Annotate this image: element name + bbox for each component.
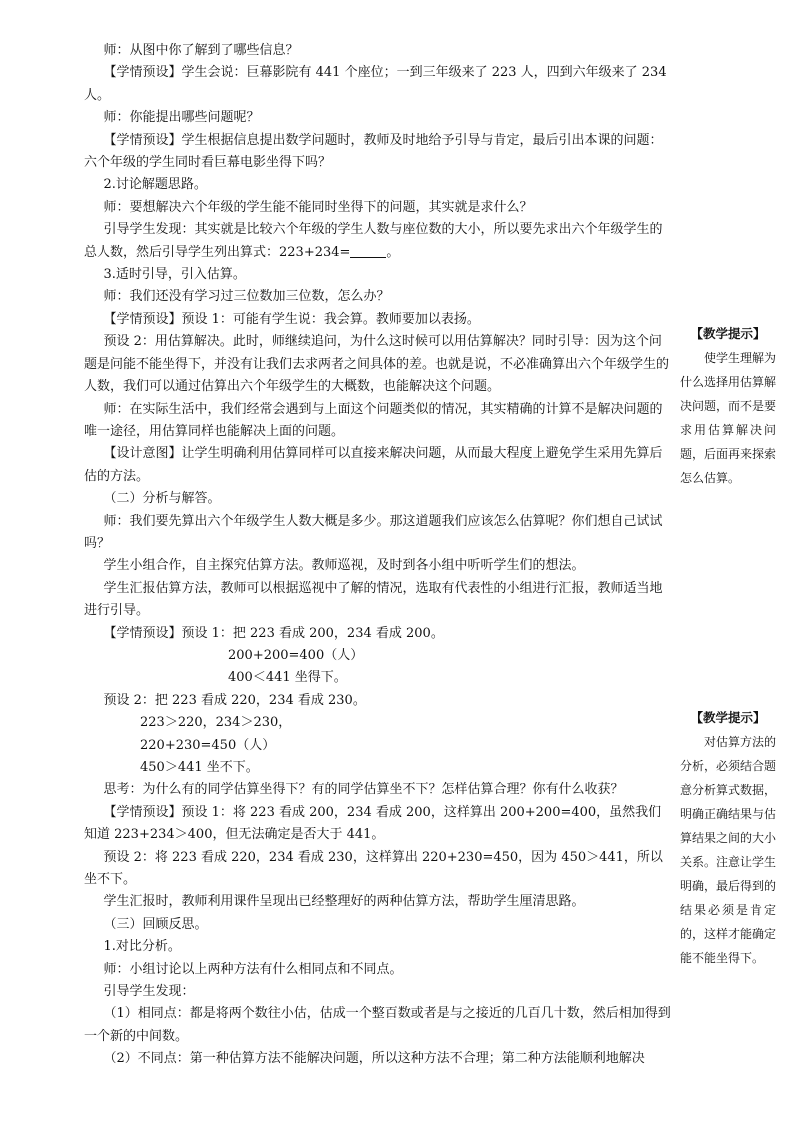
paragraph: 师：要想解决六个年级的学生能不能同时坐得下的问题，其实就是求什么？	[103, 199, 533, 215]
paragraph: （1）相同点：都是将两个数往小估，估成一个整百数或者是与之接近的几百几十数，然后相加得到一个新的中间数。	[84, 1006, 671, 1044]
section-heading: （三）回顾反思。	[103, 916, 208, 932]
equation: 220+230=450（人）	[140, 737, 276, 753]
paragraph: 2.讨论解题思路。	[103, 177, 207, 193]
paragraph: 1.对比分析。	[103, 939, 181, 955]
paragraph: 引导学生发现：	[103, 984, 195, 1000]
paragraph: 师：从图中你了解到了哪些信息？	[103, 43, 299, 58]
paragraph: 【学情预设】学生会说：巨幕影院有 441 个座位；一到三年级来了 223 人，四到六年级来了 234 人。	[84, 65, 667, 103]
main-text	[84, 40, 674, 1071]
paragraph: 学生小组合作，自主探究估算方法。教师巡视，及时到各小组中听听学生们的想法。	[103, 558, 585, 574]
equation: 200+200=400（人）	[228, 647, 364, 663]
answer-blank[interactable]	[350, 243, 386, 258]
paragraph: 【学情预设】预设 1：可能有学生说：我会算。教师要加以表扬。	[103, 311, 480, 327]
paragraph: 师：我们要先算出六个年级学生人数大概是多少。那这道题我们应该怎么估算呢？你们想自己试试吗？	[84, 513, 663, 551]
paragraph	[84, 219, 674, 264]
paragraph: 3.适时引导，引入估算。	[103, 267, 246, 283]
paragraph: 预设 2：把 223 看成 220，234 看成 230。	[103, 692, 366, 708]
paragraph: 【学情预设】学生根据信息提出数学问题时，教师及时地给予引导与肯定，最后引出本课的问题：六个年级的学生同时看巨幕电影坐得下吗？	[84, 132, 663, 171]
paragraph-text: 引导学生发现：其实就是比较六个年级的学生人数与座位数的大小，所以要先求出六个年级学生的总人数，然后引导学生列出算式：223+234=	[84, 222, 663, 260]
paragraph: 师：小组讨论以上两种方法有什么相同点和不同点。	[103, 961, 403, 977]
paragraph: 【学情预设】预设 1：将 223 看成 200，234 看成 200，这样算出 200+200=400，虽然我们知道 223+234＞400，但无法确定是否大于 441。	[84, 804, 662, 843]
teaching-tip-body: 对估算方法的分析，必须结合题意分析算式数据，明确正确结果与估算结果之间的大小关系。注意让学生明确，最后得到的结果必须是肯定的，这样才能确定能不能坐得下。	[680, 735, 777, 965]
teaching-tip-body: 使学生理解为什么选择用估算解决问题，而不是要求用估算解决问题，后面再来探索怎么估算。	[680, 351, 777, 485]
paragraph: 【设计意图】让学生明确利用估算同样可以直接来解决问题，从而最大程度上避免学生采用先算后估的方法。	[84, 446, 663, 484]
teaching-tip-title: 【教学提示】	[690, 710, 766, 725]
teaching-tip-2	[680, 706, 776, 970]
paragraph: 师：在实际生活中，我们经常会遇到与上面这个问题类似的情况，其实精确的计算不是解决问题的唯一途径，用估算同样也能解决上面的问题。	[84, 401, 663, 439]
paragraph: 【学情预设】预设 1：把 223 看成 200，234 看成 200。	[103, 625, 444, 641]
teaching-tip-title: 【教学提示】	[690, 326, 766, 341]
paragraph: （2）不同点：第一种估算方法不能解决问题，所以这种方法不合理；第二种方法能顺利地解决	[103, 1051, 645, 1067]
paragraph: 学生汇报估算方法，教师可以根据巡视中了解的情况，选取有代表性的小组进行汇报，教师适当地进行引导。	[84, 580, 663, 619]
paragraph: 预设 2：将 223 看成 220，234 看成 230，这样算出 220+230=450，因为 450＞441，所以坐不下。	[84, 849, 663, 888]
equation: 400＜441 坐得下。	[228, 670, 347, 686]
paragraph-end: 。	[386, 244, 400, 260]
equation: 450＞441 坐不下。	[140, 760, 259, 775]
paragraph: 预设 2：用估算解决。此时，师继续追问，为什么这时候可以用估算解决？同时引导：因为这个问题是问能不能坐得下，并没有让我们去求两者之间具体的差。也就是说，不必准确算出六个年级学生的人数，我们可以通过估算出六个年级学生的大概数，也能解决这个问题。	[84, 334, 670, 395]
section-heading: （二）分析与解答。	[103, 491, 221, 507]
paragraph: 师：你能提出哪些问题呢？	[103, 110, 260, 126]
teaching-tip-1	[680, 322, 776, 490]
equation: 223＞220，234＞230，	[140, 715, 292, 731]
paragraph: 师：我们还没有学习过三位数加三位数，怎么办？	[103, 289, 390, 305]
paragraph: 思考：为什么有的同学估算坐得下？有的同学估算坐不下？怎样估算合理？你有什么收获？	[103, 782, 624, 798]
paragraph: 学生汇报时，教师利用课件呈现出已经整理好的两种估算方法，帮助学生厘清思路。	[103, 894, 585, 910]
